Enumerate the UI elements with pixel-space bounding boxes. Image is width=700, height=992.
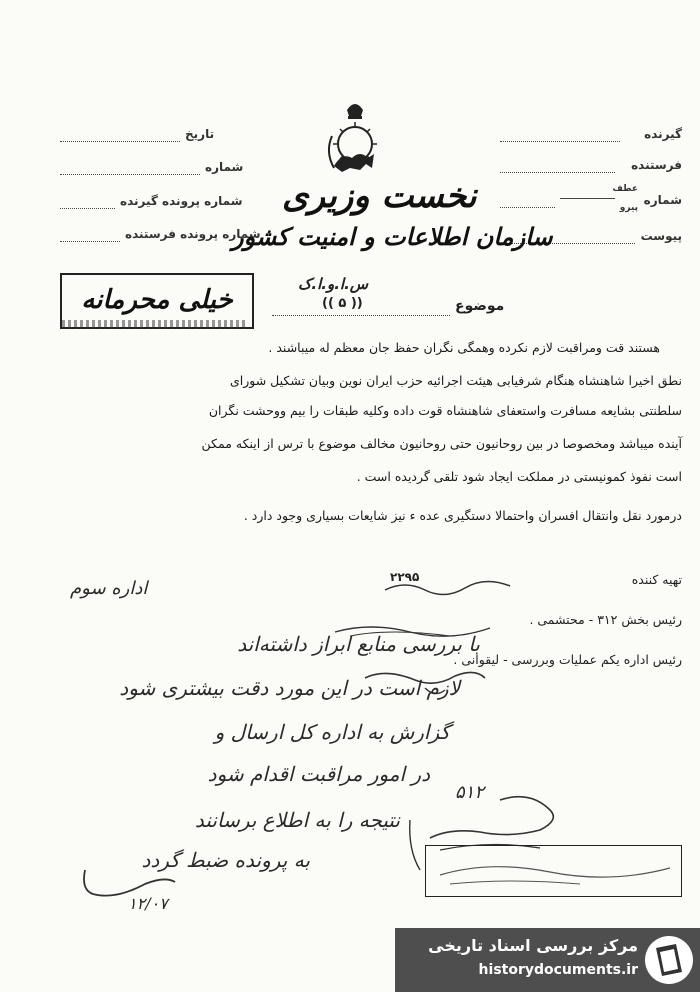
handwritten-line-2: لازم است در این مورد دقت بیشتری شود: [119, 676, 460, 700]
date-label: تاریخ: [185, 127, 215, 141]
sender-file-line: [60, 240, 120, 242]
handwritten-line-5: نتیجه را به اطلاع برسانند: [194, 808, 400, 832]
handwritten-note-top: اداره سوم: [70, 578, 148, 599]
body-line-2: نطق اخیرا شاهنشاه هنگام شرفیابی هیئت اجرائیه حزب ایران نوین وبیان تشکیل شورای: [229, 373, 682, 388]
sender-label: فرستنده: [631, 158, 682, 172]
ref-line: [500, 206, 555, 208]
handwritten-line-1: با بررسی منابع ابراز داشته‌اند: [237, 632, 480, 656]
ref-divider: [560, 198, 615, 199]
attachment-label: پیوست: [640, 229, 682, 243]
section-head: رئیس بخش ۳۱۲ - محتشمی .: [529, 612, 682, 627]
receiver-file-label: شماره پرونده گیرنده: [120, 194, 243, 208]
body-line-6: درمورد نقل وانتقال افسران واحتمالا دستگیری عده ء نیز شایعات بسیاری وجود دارد .: [243, 508, 682, 523]
handwritten-sig-number: ۵۱۲: [455, 782, 485, 803]
sender-file-label: شماره پرونده فرستنده: [125, 227, 261, 241]
watermark-title: مرکز بررسی اسناد تاریخی: [428, 936, 638, 955]
sender-line: [500, 171, 615, 173]
bottom-stamp-text-icon: [430, 850, 675, 890]
body-line-5: است نفوذ کمونیستی در مملکت ایجاد شود تلقی گردیده است .: [356, 469, 682, 484]
number-label-left: شماره: [205, 160, 244, 174]
prepared-by-label: تهیه کننده: [631, 572, 682, 587]
receiver-label: گیرنده: [644, 127, 682, 141]
history-documents-logo-icon: [642, 932, 696, 988]
receiver-line: [500, 140, 620, 142]
body-line-1: هستند قت ومراقبت لازم نکرده وهمگی نگران حفظ جان معظم له میباشند .: [268, 340, 660, 355]
reference-code: س.ا.و.ا.ک: [298, 275, 369, 293]
classification-text: خیلی محرمانه: [81, 285, 233, 315]
organization-title: سازمان اطلاعات و امنیت کشور: [232, 222, 553, 251]
lion-and-sun-emblem-icon: [320, 96, 390, 182]
receiver-file-line: [60, 207, 115, 209]
number-label-right: شماره: [643, 193, 682, 207]
subject-label: موضوع: [455, 298, 505, 314]
watermark-url: historydocuments.ir: [478, 962, 638, 978]
stamp-shadow: [62, 320, 248, 329]
date-line: [60, 140, 180, 142]
handwritten-line-4: در امور مراقبت اقدام شود: [207, 762, 430, 786]
number-line-left: [60, 173, 200, 175]
handwritten-line-6: به پرونده ضبط گردد: [141, 848, 310, 872]
handwritten-date: ۱۲/۰۷: [128, 894, 168, 913]
dept-head: رئیس اداره یکم عملیات وبررسی - لیقوانی .: [453, 652, 682, 667]
body-line-3: سلطنتی بشایعه مسافرت واستعفای شاهنشاه قوت داده وکلیه طبقات را بیم ووحشت نگران: [208, 403, 682, 418]
ministry-title: نخست وزیری: [282, 176, 477, 216]
ref-top-label: عطف: [612, 184, 638, 194]
reference-number: (( ۵ )): [322, 296, 363, 311]
ref-bottom-label: پیرو: [619, 203, 638, 213]
body-line-4: آینده میباشد ومخصوصا در بین روحانیون حتی روحانیون مخالف موضوع با ترس از اینکه ممکن: [201, 436, 682, 451]
subject-line: [272, 314, 450, 316]
handwritten-line-3: گزارش به اداره کل ارسال و: [214, 720, 450, 744]
prepared-by-scribble-icon: [380, 578, 520, 598]
prepared-by-code: ۲۲۹۵: [390, 570, 420, 584]
